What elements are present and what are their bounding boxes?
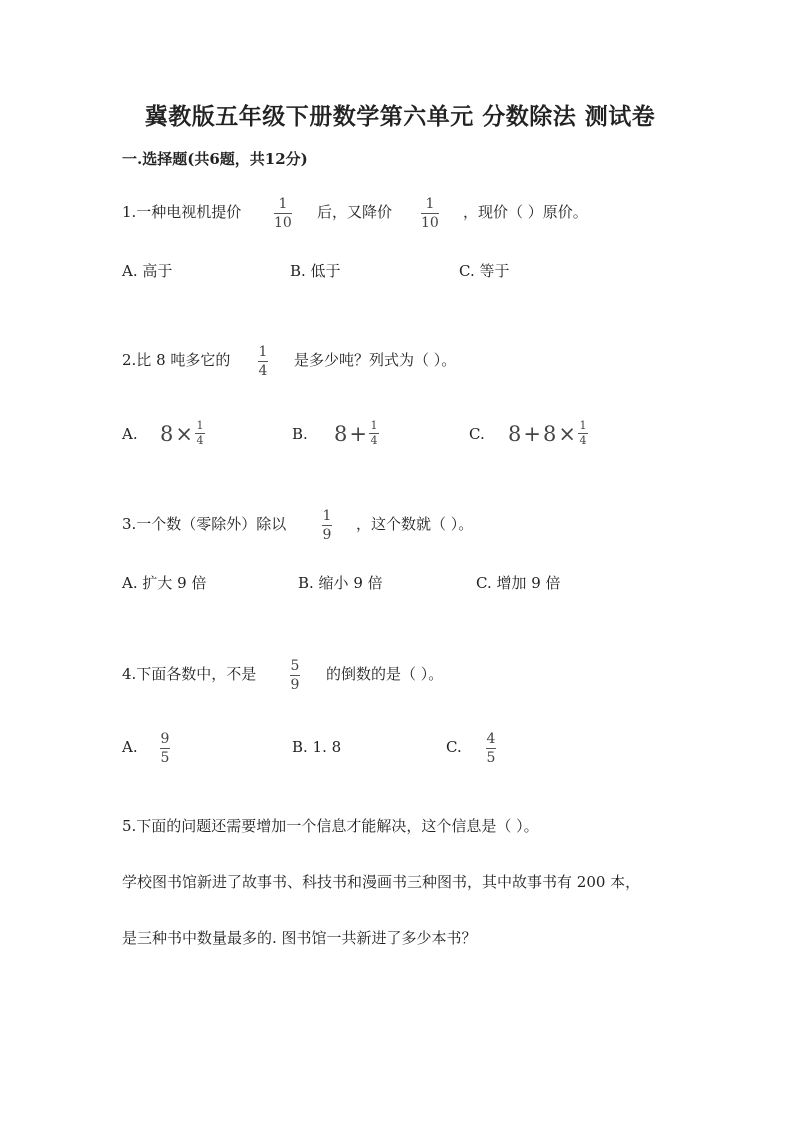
q2-option-a-expression bbox=[160, 420, 205, 447]
q4-text-part2: 的倒数的是（ ）。 bbox=[326, 665, 444, 683]
q1-option-a: A. 高于 bbox=[122, 262, 173, 280]
q4-option-b: B. 1. 8 bbox=[292, 738, 342, 756]
q2-a-fraction bbox=[195, 420, 205, 447]
q2-b-denominator: 4 bbox=[370, 434, 378, 447]
q2-option-a-label: A. bbox=[122, 425, 138, 443]
q4-option-a-label: A. bbox=[122, 738, 138, 756]
q1-option-b: B. 低于 bbox=[290, 262, 341, 280]
section-heading: 一.选择题(共6题，共12分) bbox=[122, 150, 308, 168]
q4-option-c-fraction bbox=[486, 731, 496, 766]
q3-option-c: C. 增加 9 倍 bbox=[476, 574, 561, 592]
q4-a-denominator: 5 bbox=[160, 750, 170, 766]
q5-stem: 5.下面的问题还需要增加一个信息才能解决，这个信息是（ ）。 bbox=[122, 817, 539, 835]
q2-c-fraction bbox=[578, 420, 588, 447]
page-title: 冀教版五年级下册数学第六单元 分数除法 测试卷 bbox=[144, 103, 656, 130]
q2-b-base: 8 bbox=[334, 421, 348, 446]
q3-option-b: B. 缩小 9 倍 bbox=[298, 574, 383, 592]
q2-a-denominator: 4 bbox=[196, 434, 204, 447]
q2-a-base: 8 bbox=[160, 421, 174, 446]
q4-option-c-label: C. bbox=[446, 738, 462, 756]
q2-c-denominator: 4 bbox=[579, 434, 587, 447]
q2-a-operator: × bbox=[175, 421, 193, 446]
q1-frac1-numerator: 1 bbox=[278, 196, 288, 212]
q2-b-operator: + bbox=[349, 421, 367, 446]
q1-text-part1: 1.一种电视机提价 bbox=[122, 203, 242, 221]
q3-text-part2: ，这个数就（ ）。 bbox=[356, 515, 474, 533]
q5-passage-line-1: 学校图书馆新进了故事书、科技书和漫画书三种图书，其中故事书有 200 本， bbox=[122, 873, 641, 891]
q1-fraction-1 bbox=[274, 196, 292, 231]
q2-c-term1: 8 bbox=[508, 421, 522, 446]
q3-frac-numerator: 1 bbox=[322, 508, 332, 524]
q2-fraction bbox=[258, 344, 268, 379]
q4-a-numerator: 9 bbox=[160, 731, 170, 747]
q1-frac2-numerator: 1 bbox=[425, 196, 435, 212]
q2-option-c-label: C. bbox=[469, 425, 485, 443]
q4-c-denominator: 5 bbox=[486, 750, 496, 766]
q3-frac-denominator: 9 bbox=[322, 527, 332, 543]
q3-fraction bbox=[322, 508, 332, 543]
q4-c-numerator: 4 bbox=[486, 731, 496, 747]
q3-option-a: A. 扩大 9 倍 bbox=[122, 574, 207, 592]
q4-text-part1: 4.下面各数中，不是 bbox=[122, 665, 257, 683]
q2-c-operator1: + bbox=[523, 421, 541, 446]
q2-option-b-expression bbox=[334, 420, 379, 447]
q4-option-a-fraction bbox=[160, 731, 170, 766]
q4-frac-denominator: 9 bbox=[290, 677, 300, 693]
q2-frac-numerator: 1 bbox=[258, 344, 268, 360]
q2-c-operator2: × bbox=[558, 421, 576, 446]
q2-option-c-expression bbox=[508, 420, 588, 447]
q4-fraction bbox=[290, 658, 300, 693]
q1-frac2-denominator: 10 bbox=[421, 215, 439, 231]
q2-c-term2: 8 bbox=[542, 421, 557, 446]
q1-text-part2: 后，又降价 bbox=[317, 203, 393, 221]
q1-text-part3: ，现价（ ）原价。 bbox=[463, 203, 588, 221]
q2-frac-denominator: 4 bbox=[258, 363, 268, 379]
q2-text-part1: 2.比 8 吨多它的 bbox=[122, 351, 231, 369]
q1-fraction-2 bbox=[421, 196, 439, 231]
q3-text-part1: 3.一个数（零除外）除以 bbox=[122, 515, 287, 533]
q2-text-part2: 是多少吨？列式为（ ）。 bbox=[294, 351, 457, 369]
q5-passage-line-2: 是三种书中数量最多的. 图书馆一共新进了多少本书？ bbox=[122, 929, 477, 947]
q2-option-b-label: B. bbox=[292, 425, 308, 443]
q2-c-numerator: 1 bbox=[579, 419, 587, 432]
q2-b-fraction bbox=[369, 420, 379, 447]
q2-b-numerator: 1 bbox=[370, 419, 378, 432]
q4-frac-numerator: 5 bbox=[290, 658, 300, 674]
q2-a-numerator: 1 bbox=[196, 419, 204, 432]
q1-option-c: C. 等于 bbox=[459, 262, 510, 280]
q1-frac1-denominator: 10 bbox=[274, 215, 292, 231]
